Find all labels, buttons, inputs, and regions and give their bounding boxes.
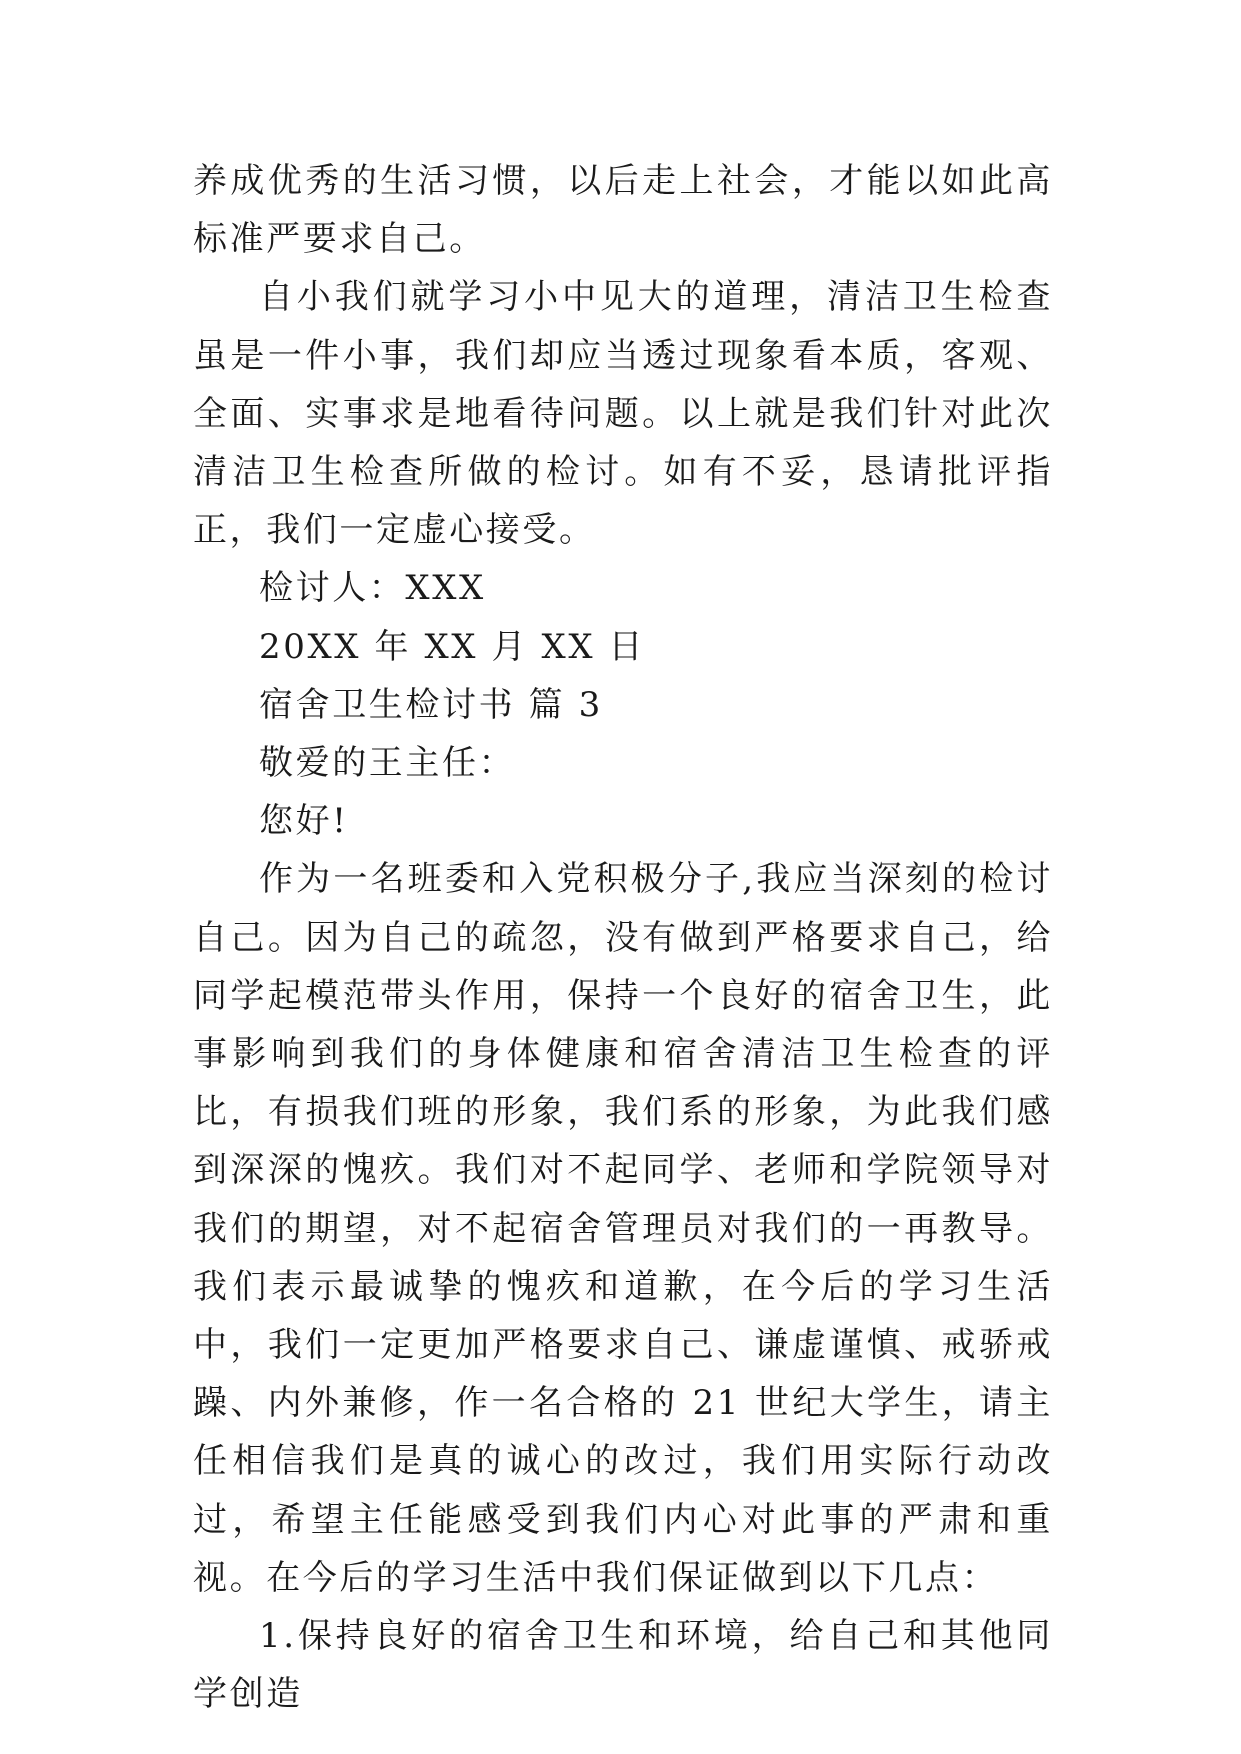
- date-line: 20XX 年 XX 月 XX 日: [259, 626, 646, 667]
- signature-line: 检讨人：XXX: [259, 568, 486, 609]
- salutation: 敬爱的王主任：: [259, 743, 516, 784]
- section-title: 宿舍卫生检讨书 篇 3: [259, 684, 603, 725]
- paragraph-body: 作为一名班委和入党积极分子,我应当深刻的检讨自己。因为自己的疏忽，没有做到严格要求自己，给同学起模范带头作用，保持一个良好的宿舍卫生，此事影响到我们的身体健康和宿舍清洁卫生检查的评比，有损我们班的形象，我们系的形象，为此我们感到深深的愧疚。我们对不起同学、老师和学院领导对我们的期望，对不起宿舍管理员对我们的一再教导。我们表示最诚挚的愧疚和道歉，在今后的学习生活中，我们一定更加严格要求自己、谦虚谨慎、戒骄戒躁、内外兼修，作一名合格的 21 世纪大学生，请主任相信我们是真的诚心的改过，我们用实际行动改过，希望主任能感受到我们内心对此事的严肃和重视。在今后的学习生活中我们保证做到以下几点：: [193, 859, 1053, 1598]
- document-body: [193, 152, 1053, 1723]
- paragraph-continuation: 养成优秀的生活习惯，以后走上社会，才能以如此高标准严要求自己。: [193, 161, 1053, 260]
- list-item-1: 1.保持良好的宿舍卫生和环境，给自己和其他同学创造: [193, 1616, 1053, 1715]
- paragraph-conclusion: 自小我们就学习小中见大的道理，清洁卫生检查虽是一件小事，我们却应当透过现象看本质，客观、全面、实事求是地看待问题。以上就是我们针对此次清洁卫生检查所做的检讨。如有不妥，恳请批评指正，我们一定虚心接受。: [193, 277, 1053, 551]
- greeting: 您好!: [259, 801, 349, 842]
